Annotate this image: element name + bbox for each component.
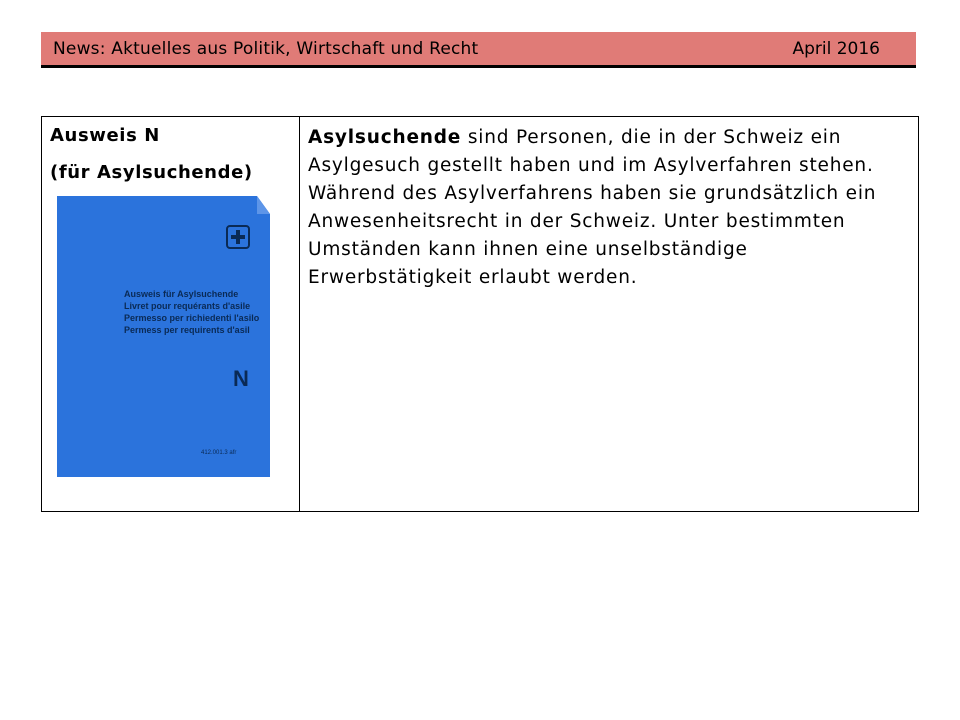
permit-description-cell — [300, 117, 919, 512]
card-letter: N — [233, 366, 249, 391]
card-line: Ausweis für Asylsuchende — [124, 289, 239, 299]
card-number: 412.001.3 afr — [201, 450, 237, 456]
header-title: News: Aktuelles aus Politik, Wirtschaft und Recht — [53, 39, 479, 59]
permit-label: Ausweis N — [50, 125, 160, 146]
permit-table — [41, 116, 919, 512]
header-bar — [41, 32, 916, 68]
permit-sublabel: (für Asylsuchende) — [50, 162, 253, 183]
card-line: Livret pour requérants d'asile — [124, 301, 251, 311]
description-text: sind Personen, die in der Schweiz ein Asylgesuch gestellt haben und im Asylverfahren stehen. Während des Asylverfahrens haben sie grundsätzlich ein Anwesenheitsrecht in der Schweiz. Unter bestimmten Umständen kann ihnen eine unselbständige Erwerbstätigkeit erlaubt werden. — [308, 127, 877, 288]
card-text-lines — [124, 288, 259, 336]
card-line: Permess per requirents d'asil — [124, 325, 250, 335]
table-row — [42, 117, 919, 512]
permit-card-image — [57, 196, 270, 477]
description-term: Asylsuchende — [308, 127, 462, 148]
card-line: Permesso per richiedenti l'asilo — [124, 313, 260, 323]
header-date: April 2016 — [792, 39, 880, 59]
permit-label-cell — [42, 117, 300, 512]
permit-description — [308, 124, 918, 292]
